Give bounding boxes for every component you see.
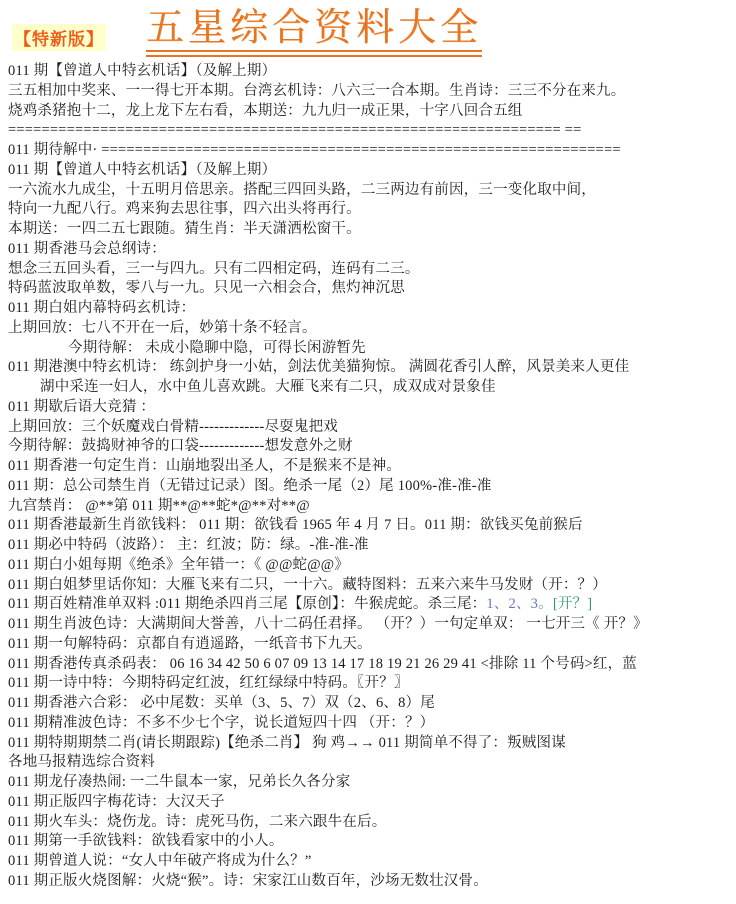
text-line: 各地马报精选综合资料	[8, 754, 155, 771]
text-line: 011 期【曾道人中特玄机话】（及解上期）	[8, 161, 277, 178]
text-line: 011 期白小姐每期《绝杀》全年错一：《 @@蛇@@》	[8, 556, 350, 573]
text-line: 今期待解：鼓捣财神爷的口袋-------------想发意外之财	[8, 438, 353, 455]
page-header	[8, 6, 730, 60]
text-line: 011 期龙仔凑热闹: 一二牛鼠本一家，兄弟长久各分家	[8, 774, 351, 790]
text-line: 湖中采连一妇人，水中鱼儿喜欢跳。大雁飞来有二只，成双成对景象佳	[40, 379, 496, 395]
text-line: 烧鸡杀猪抱十二，龙上龙下左右看，本期送：九九归一成正果，十字八回合五组	[8, 102, 523, 119]
edition-badge: 【特新版】	[12, 24, 106, 51]
text-line: 011 期香港最新生肖欲钱料： 011 期：欲钱看 1965 年 4 月 7 日。011 期：欲钱买兔前猴后	[8, 517, 583, 534]
text-segment: 011 期百姓精准单双料 :011 期绝杀四肖三尾【原创】：牛猴虎蛇。杀三尾：	[8, 596, 487, 613]
text-line: 一六流水九成尘，十五明月倍思亲。搭配三四回头路，二三两边有前因，三一变化取中间，	[8, 181, 596, 198]
text-line: 011 期第一手欲钱料：欲钱看家中的小人。	[8, 833, 284, 850]
text-segment: 1、2、3。	[486, 596, 553, 613]
text-line: 想念三五回头看，三一与四九。只有二四相定码，连码有二三。	[8, 260, 420, 277]
text-line: 特码蓝波取单数，零八与一九。只见一六相会合，焦灼神沉思	[8, 280, 405, 297]
text-line: 011 期白姐内幕特码玄机诗：	[8, 300, 196, 316]
text-line: 011 期正版火烧图解：火烧“猴”。诗：宋家江山数百年，沙场无数壮汉骨。	[8, 872, 488, 889]
text-line: ================================================================== ==	[8, 122, 582, 139]
text-line: 011 期【曾道人中特玄机话】（及解上期）	[8, 63, 277, 79]
text-line: 九宫禁肖： @**第 011 期**@**蛇*@**对**@	[8, 497, 310, 514]
page-title: 五星综合资料大全	[146, 6, 482, 57]
text-line: 011 期正版四字梅花诗：大汉天子	[8, 793, 225, 810]
text-line: 011 期精准波色诗：不多不少七个字，说长道短四十四 （开：？）	[8, 714, 435, 731]
text-line: 011 期歇后语大竞猜 ：	[8, 398, 156, 415]
text-line: 011 期一诗中特：今期特码定红波，红红绿绿中特码。〖开？〗	[8, 675, 409, 692]
text-line: 三五相加中奖来、一一得七开本期。台湾玄机诗：八六三一合本期。生肖诗：三三不分在来九。	[8, 82, 626, 99]
text-line: 011 期香港六合彩： 必中尾数：买单（3、5、7）双（2、6、8）尾	[8, 695, 435, 711]
content-lines	[8, 62, 730, 892]
text-line: 011 期待解中· ==============================================================	[8, 142, 621, 158]
text-line: 011 期一句解特码：京都自有逍遥路，一纸音书下九天。	[8, 635, 372, 652]
text-line: 011 期：总公司禁生肖（无错过记录）图。绝杀一尾（2）尾 100%-准-准-准	[8, 477, 492, 494]
text-line: 上期回放：三个妖魔戏白骨精-------------尽耍鬼把戏	[8, 418, 338, 435]
text-segment: [开？]	[552, 596, 593, 613]
text-line	[8, 595, 730, 615]
text-line: 特向一九配八行。鸡来狗去思往事，四六出头将再行。	[8, 201, 361, 218]
text-line: 011 期香港一句定生肖：山崩地裂出圣人，不是猴来不是神。	[8, 458, 402, 474]
text-line: 上期回放：七八不开在一后，妙第十条不轻言。	[8, 319, 317, 336]
text-line: 011 期香港马会总纲诗：	[8, 240, 166, 257]
text-line: 011 期白姐梦里话你知：大雁飞来有二只，一十六。藏特图料：五来六来牛马发财（开：？）	[8, 576, 607, 593]
text-line: 011 期火车头：烧伤龙。诗：虎死马伤，二来六跟牛在后。	[8, 813, 387, 830]
text-line: 今期待解： 未成小隐聊中隐，可得长闲游暂先	[68, 339, 366, 356]
text-line: 011 期曾道人说：“女人中年破产将成为什么？”	[8, 853, 312, 869]
text-line: 011 期特期期禁二肖(请长期跟踪)【绝杀二肖】 狗 鸡→→ 011 期简单不得了：叛贼图谋	[8, 734, 566, 751]
text-line: 011 期必中特码（波路）： 主：红波；防：绿。-准-准-准	[8, 537, 369, 553]
text-line: 本期送：一四二五七跟随。猜生肖：半天潇洒松窗干。	[8, 221, 361, 237]
text-line: 011 期香港传真杀码表： 06 16 34 42 50 6 07 09 13 14 17 18 19 21 26 29 41 <排除 11 个号码>红，蓝	[8, 655, 638, 672]
text-line: 011 期港澳中特玄机诗： 练剑护身一小姑，剑法优美猫狗惊。 满圆花香引人醉，风景美来人更佳	[8, 359, 630, 376]
text-line: 011 期生肖波色诗：大满期间大誉善，八十二码任君择。 （开？）一句定单双： 一七开三《 开？》	[8, 616, 648, 632]
